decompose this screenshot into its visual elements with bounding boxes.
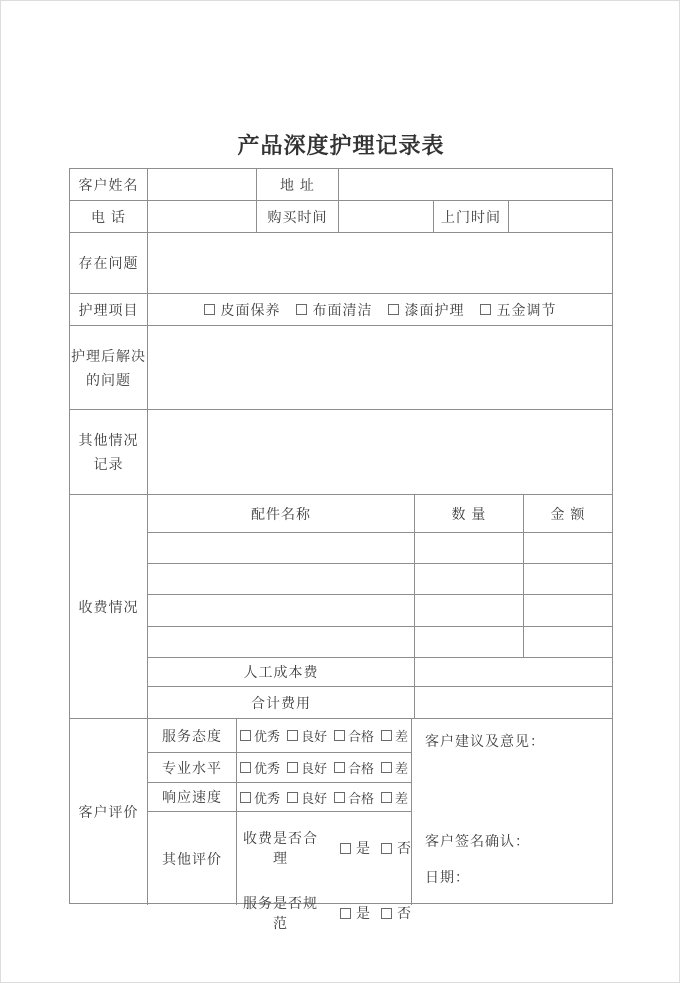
- fee-quantity-input-cell[interactable]: [415, 627, 524, 657]
- checkbox-icon[interactable]: [381, 730, 392, 741]
- form-row: [70, 410, 612, 495]
- rating-options-cell: [237, 753, 411, 782]
- other-records-input-cell[interactable]: [148, 410, 612, 494]
- purchase-time-input-cell[interactable]: [339, 201, 434, 232]
- checkbox-icon[interactable]: [340, 843, 351, 854]
- care-items-options-cell: [148, 294, 612, 325]
- checkbox-icon[interactable]: [296, 304, 307, 315]
- yes-no-options: [340, 903, 411, 923]
- visit-time-input-cell[interactable]: [509, 201, 612, 232]
- rating-option: [240, 758, 280, 777]
- rating-row-response-speed: [148, 783, 411, 812]
- fees-header-quantity: 数 量: [415, 495, 524, 532]
- care-record-form: [69, 168, 613, 931]
- rating-option: [240, 788, 280, 807]
- other-evaluation-row: [148, 812, 411, 931]
- form-row: [70, 326, 612, 410]
- labor-cost-input-cell[interactable]: [415, 658, 612, 686]
- yes-no-options: [340, 838, 411, 858]
- page-title: 产品深度护理记录表: [237, 133, 445, 158]
- address-label: 地 址: [257, 169, 339, 200]
- other-records-label-line2: 记录: [93, 456, 124, 472]
- phone-label: 电 话: [70, 201, 148, 232]
- labor-cost-label: 人工成本费: [148, 658, 415, 686]
- care-items-label: 护理项目: [70, 294, 148, 325]
- criterion-label: 服务态度: [148, 719, 237, 752]
- rating-option-label: 合格: [348, 729, 375, 744]
- care-option-label: 五金调节: [496, 301, 557, 318]
- fee-quantity-input-cell[interactable]: [415, 595, 524, 626]
- fees-header-accessory: 配件名称: [148, 495, 415, 532]
- existing-problems-input-cell[interactable]: [148, 233, 612, 293]
- care-option-label: 漆面护理: [404, 301, 465, 318]
- checkbox-icon[interactable]: [381, 843, 392, 854]
- form-row: [70, 169, 612, 201]
- rating-option-label: 优秀: [253, 761, 280, 776]
- rating-option: [381, 788, 408, 807]
- checkbox-icon[interactable]: [381, 792, 392, 803]
- rating-option: [240, 726, 280, 745]
- rating-option-label: 差: [395, 790, 409, 806]
- existing-problems-label: 存在问题: [70, 233, 148, 293]
- signature-label: 客户签名确认：: [425, 833, 530, 849]
- care-option: [480, 300, 557, 320]
- fee-accessory-input-cell[interactable]: [148, 533, 415, 563]
- fees-subtable: [148, 495, 612, 718]
- rating-option: [334, 726, 374, 745]
- rating-option-label: 良好: [300, 790, 327, 806]
- customer-name-input-cell[interactable]: [148, 169, 257, 200]
- form-row: [70, 294, 612, 326]
- labor-cost-row: [148, 658, 612, 687]
- no-label: 否: [397, 840, 411, 856]
- other-records-label: [70, 410, 148, 494]
- fee-quantity-input-cell[interactable]: [415, 533, 524, 563]
- rating-row-service-attitude: [148, 719, 411, 753]
- total-cost-row: [148, 687, 612, 719]
- total-cost-label: 合计费用: [148, 687, 415, 719]
- evaluation-section: [70, 719, 612, 931]
- evaluation-section-label: 客户评价: [70, 719, 148, 905]
- checkbox-icon[interactable]: [240, 730, 251, 741]
- solved-after-care-input-cell[interactable]: [148, 326, 612, 409]
- rating-options-cell: [237, 719, 411, 752]
- rating-option-label: 差: [395, 761, 409, 776]
- rating-option-label: 优秀: [253, 729, 280, 744]
- fees-blank-row: [148, 595, 612, 627]
- rating-option: [287, 758, 327, 777]
- fee-amount-input-cell[interactable]: [524, 627, 612, 657]
- fees-section: [70, 495, 612, 719]
- yes-no-question: [237, 893, 411, 933]
- checkbox-icon[interactable]: [381, 762, 392, 773]
- fees-blank-row: [148, 627, 612, 658]
- fee-quantity-input-cell[interactable]: [415, 564, 524, 594]
- fee-amount-input-cell[interactable]: [524, 533, 612, 563]
- suggestions-signature-cell[interactable]: [412, 719, 612, 905]
- rating-option-label: 差: [395, 729, 409, 744]
- fee-accessory-input-cell[interactable]: [148, 627, 415, 657]
- yes-label: 是: [356, 905, 370, 921]
- rating-option: [381, 726, 408, 745]
- question-label: 收费是否合理: [243, 830, 318, 866]
- form-row: [70, 201, 612, 233]
- criterion-label: 专业水平: [148, 753, 237, 782]
- rating-row-professional-level: [148, 753, 411, 783]
- fee-amount-input-cell[interactable]: [524, 595, 612, 626]
- fees-blank-row: [148, 564, 612, 595]
- fees-blank-row: [148, 533, 612, 564]
- other-evaluation-label: 其他评价: [148, 812, 237, 905]
- solved-after-care-label-line2: 的问题: [86, 371, 131, 388]
- fees-header-row: [148, 495, 612, 533]
- checkbox-icon[interactable]: [334, 762, 345, 773]
- checkbox-icon[interactable]: [340, 908, 351, 919]
- purchase-time-label: 购买时间: [257, 201, 339, 232]
- suggestions-label: 客户建议及意见：: [425, 733, 545, 749]
- date-label: 日期：: [425, 869, 470, 885]
- no-label: 否: [397, 905, 411, 921]
- question-label: 服务是否规范: [243, 895, 318, 931]
- checkbox-icon[interactable]: [334, 730, 345, 741]
- care-option-label: 布面清洁: [312, 301, 373, 318]
- checkbox-icon[interactable]: [381, 908, 392, 919]
- checkbox-icon[interactable]: [334, 792, 345, 803]
- checkbox-icon[interactable]: [480, 304, 491, 315]
- rating-option-label: 合格: [348, 790, 375, 806]
- fee-accessory-input-cell[interactable]: [148, 595, 415, 626]
- care-option: [296, 300, 373, 320]
- checkbox-icon[interactable]: [287, 762, 298, 773]
- rating-option: [334, 758, 374, 777]
- fee-amount-input-cell[interactable]: [524, 564, 612, 594]
- rating-option: [334, 788, 374, 807]
- form-row: [70, 233, 612, 294]
- total-cost-input-cell[interactable]: [415, 687, 612, 719]
- care-option: [204, 300, 281, 320]
- checkbox-icon[interactable]: [240, 792, 251, 803]
- care-option: [388, 300, 465, 320]
- checkbox-icon[interactable]: [388, 304, 399, 315]
- rating-option: [287, 726, 327, 745]
- rating-option: [381, 758, 408, 777]
- rating-option-label: 优秀: [253, 790, 280, 806]
- visit-time-label: 上门时间: [434, 201, 509, 232]
- other-records-label-line1: 其他情况: [78, 432, 139, 448]
- care-option-label: 皮面保养: [220, 301, 281, 318]
- rating-option-label: 良好: [300, 729, 327, 744]
- evaluation-subtable: [148, 719, 412, 931]
- rating-option-label: 良好: [300, 761, 327, 776]
- customer-name-label: 客户姓名: [70, 169, 148, 200]
- checkbox-icon[interactable]: [287, 792, 298, 803]
- yes-no-questions-cell: [237, 812, 411, 931]
- rating-option: [287, 788, 327, 807]
- solved-after-care-label: [70, 326, 148, 409]
- rating-option-label: 合格: [348, 761, 375, 776]
- rating-options-cell: [237, 783, 411, 811]
- fees-section-label: 收费情况: [70, 495, 148, 718]
- checkbox-icon[interactable]: [240, 762, 251, 773]
- yes-label: 是: [356, 840, 370, 856]
- address-input-cell[interactable]: [339, 169, 612, 200]
- phone-input-cell[interactable]: [148, 201, 257, 232]
- fees-header-amount: 金 额: [550, 505, 586, 522]
- checkbox-icon[interactable]: [204, 304, 215, 315]
- fee-accessory-input-cell[interactable]: [148, 564, 415, 594]
- checkbox-icon[interactable]: [287, 730, 298, 741]
- yes-no-question: [237, 828, 411, 868]
- solved-after-care-label-line1: 护理后解决: [71, 347, 146, 364]
- criterion-label: 响应速度: [148, 783, 237, 811]
